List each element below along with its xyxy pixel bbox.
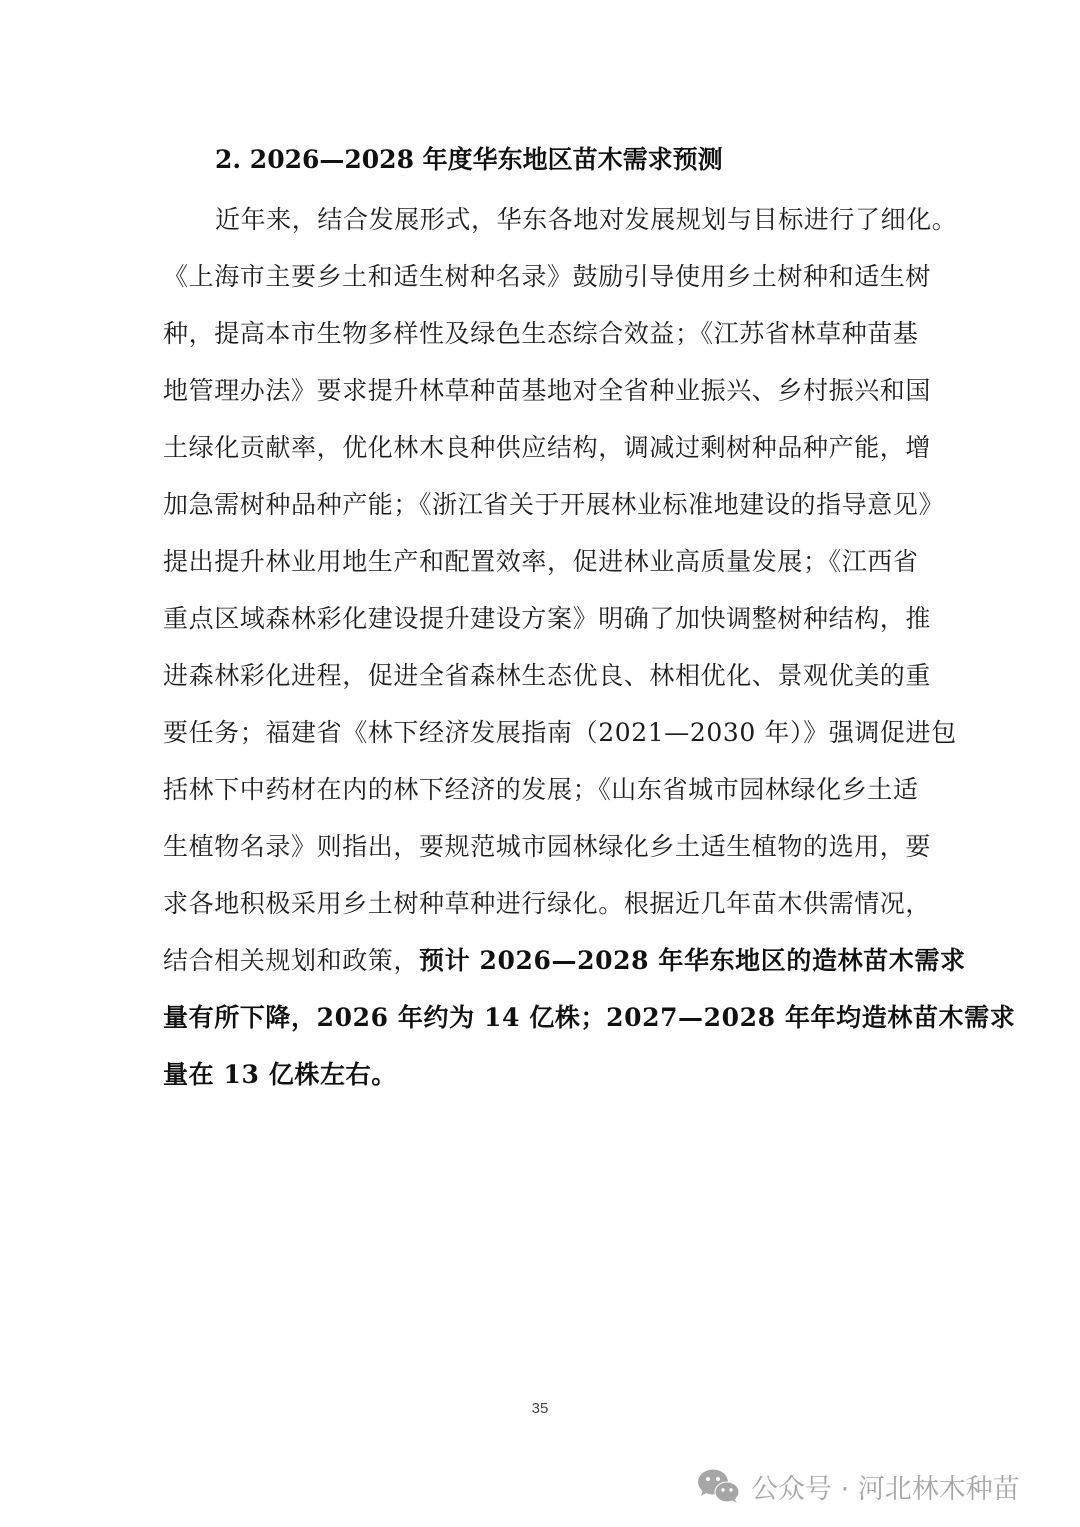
section-heading: 2. 2026—2028 年度华东地区苗木需求预测: [215, 145, 723, 174]
paragraph-line: [163, 317, 919, 351]
paragraph-line: [163, 659, 931, 693]
paragraph-line: [163, 830, 931, 864]
watermark-text: 公众号 · 河北林木种苗: [751, 1473, 1020, 1505]
paragraph-line: [163, 773, 919, 807]
paragraph-line: [163, 944, 966, 978]
text-segment: 《上海市主要乡土和适生树种名录》鼓励引导使用乡土树种和适生树: [163, 262, 932, 291]
paragraph-line: [163, 887, 931, 921]
text-segment: 加急需树种品种产能；《浙江省关于开展林业标准地建设的指导意见》: [163, 490, 945, 519]
text-segment: 种，提高本市生物多样性及绿色生态综合效益；《江苏省林草种苗基: [163, 319, 919, 348]
paragraph-line: [163, 374, 931, 408]
paragraph-line: [163, 602, 931, 636]
paragraph-line: [163, 1058, 397, 1092]
wechat-icon: [697, 1468, 741, 1504]
text-segment: 括林下中药材在内的林下经济的发展；《山东省城市园林绿化乡土适: [163, 775, 919, 804]
text-segment: 地管理办法》要求提升林草种苗基地对全省种业振兴、乡村振兴和国: [163, 376, 932, 405]
text-segment: 要任务；福建省《林下经济发展指南（2021—2030 年）》强调促进包: [163, 718, 957, 747]
paragraph-line: [215, 203, 957, 237]
text-segment: 求各地积极采用乡土树种草种进行绿化。根据近几年苗木供需情况，: [163, 889, 932, 918]
paragraph-line: [163, 260, 931, 294]
paragraph-line: [163, 1001, 1015, 1035]
bold-text-segment: 预计 2026—2028 年华东地区的造林苗木需求: [419, 946, 966, 975]
page-number: 35: [531, 1400, 549, 1417]
paragraph-line: [163, 488, 944, 522]
text-segment: 生植物名录》则指出，要规范城市园林绿化乡土适生植物的选用，要: [163, 832, 932, 861]
text-segment: 近年来，结合发展形式，华东各地对发展规划与目标进行了细化。: [215, 205, 958, 234]
bold-text-segment: 量在 13 亿株左右。: [163, 1060, 397, 1089]
wechat-watermark: [697, 1466, 1020, 1506]
text-segment: 进森林彩化进程，促进全省森林生态优良、林相优化、景观优美的重: [163, 661, 932, 690]
paragraph-line: [163, 545, 919, 579]
paragraph-line: [163, 431, 931, 465]
bold-text-segment: 量有所下降，2026 年约为 14 亿株；2027—2028 年年均造林苗木需求: [163, 1003, 1016, 1032]
text-segment: 结合相关规划和政策，: [163, 946, 420, 975]
text-segment: 提出提升林业用地生产和配置效率，促进林业高质量发展；《江西省: [163, 547, 919, 576]
paragraph-line: [163, 716, 957, 750]
text-segment: 重点区域森林彩化建设提升建设方案》明确了加快调整树种结构，推: [163, 604, 932, 633]
text-segment: 土绿化贡献率，优化林木良种供应结构，调减过剩树种品种产能，增: [163, 433, 932, 462]
